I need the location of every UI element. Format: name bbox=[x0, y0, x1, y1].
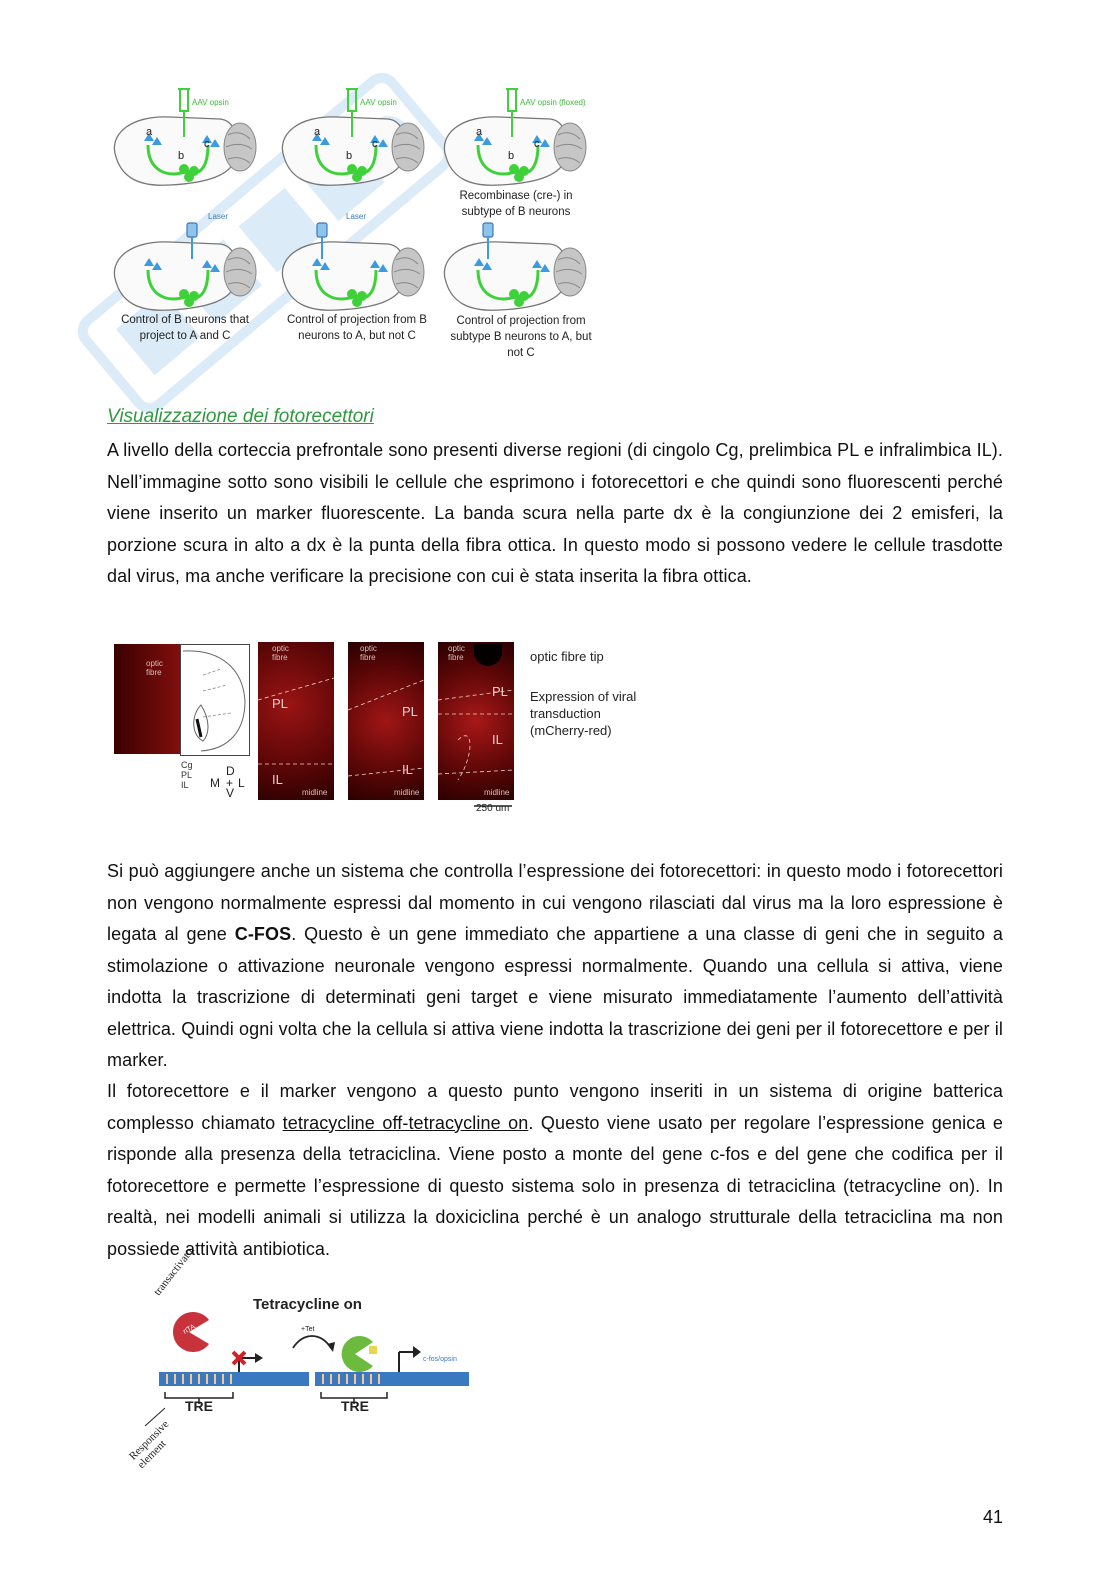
recombinase-caption: Recombinase (cre-) in subtype of B neurons bbox=[459, 190, 573, 218]
tetracycline-diagram bbox=[125, 1262, 485, 1482]
brain-diagram bbox=[444, 117, 586, 185]
rtta-active-icon bbox=[342, 1336, 377, 1372]
region-il: IL bbox=[492, 732, 503, 747]
midline-label: midline bbox=[302, 788, 328, 797]
brain-diagram bbox=[282, 242, 424, 310]
midline-label: midline bbox=[484, 788, 510, 797]
atlas-pl: PL bbox=[181, 770, 193, 780]
brain-diagram bbox=[114, 117, 256, 185]
brain-diagram bbox=[282, 117, 424, 185]
optic-fibre-label: optic fibre bbox=[146, 659, 163, 677]
rtta-label: rtTA bbox=[182, 1323, 197, 1336]
tre-left-label: TRE bbox=[185, 1398, 213, 1414]
paragraph-tetracycline bbox=[107, 1076, 1003, 1265]
compass-v: V bbox=[226, 786, 235, 800]
syringe-label: AAV opsin bbox=[360, 98, 397, 107]
tet-text-1: Il fotorecettore e il marker vengono a questo punto vengono inseriti in un sistema di origine batterica complesso chiamato bbox=[107, 1081, 1003, 1133]
region-label: a bbox=[314, 126, 321, 138]
compass-l: L bbox=[238, 776, 245, 790]
region-pl: PL bbox=[402, 704, 418, 719]
region-il: IL bbox=[272, 772, 283, 787]
region-label: a bbox=[146, 126, 153, 138]
midline-label: midline bbox=[394, 788, 420, 797]
compass-plus: + bbox=[226, 776, 234, 790]
transactivator-label: transactivato. bbox=[151, 1244, 198, 1298]
optic-fibre-label: optic fibre bbox=[360, 644, 377, 662]
paragraph-prefrontal: A livello della corteccia prefrontale sono presenti diverse regioni (di cingolo Cg, prelimbica PL e infralimbica IL). Nell’immagine sotto sono visibili le cellule che esprimono i fotorecettori e che quindi sono fluorescenti perché viene inserito un marker fluorescente. La banda scura nella parte dx è la congiunzione dei 2 emisferi, la porzione scura in alto a dx è la punta della fibra ottica. In questo modo si possono vedere le cellule trasdotte dal virus, ma anche verificare la precisione con cui è stata inserita la fibra ottica. bbox=[107, 440, 1003, 586]
paragraph-cfos bbox=[107, 856, 1003, 1077]
caption-1: Control of B neurons that project to A and C bbox=[121, 314, 249, 342]
compass-d: D bbox=[226, 764, 235, 778]
page-number: 41 bbox=[982, 1507, 1003, 1527]
region-label: b bbox=[178, 150, 185, 162]
region-label: c bbox=[372, 138, 378, 150]
region-label: c bbox=[204, 138, 210, 150]
tet-arrow-icon bbox=[293, 1336, 331, 1348]
dna-strand-left bbox=[159, 1372, 309, 1386]
cfos-text-1: Si può aggiungere anche un sistema che controlla l’espressione dei fotorecettori: in questo modo i fotorecettori non vengono normalmente espressi dal momento in cui vengono rilasciati dal virus ma la loro espressione è legata al gene bbox=[107, 861, 1003, 944]
compass-m: M bbox=[210, 776, 220, 790]
region-il: IL bbox=[402, 762, 413, 777]
region-label: b bbox=[346, 150, 353, 162]
tre-right-label: TRE bbox=[341, 1398, 369, 1414]
brain-diagram bbox=[444, 242, 586, 310]
scale-bar-label: 250 um bbox=[476, 803, 510, 814]
microscopy-figure bbox=[112, 640, 652, 820]
legend-expression: Expression of viral transduction (mCherry-red) bbox=[530, 689, 637, 738]
syringe-label: AAV opsin (floxed) bbox=[520, 98, 586, 107]
section-heading: Visualizzazione dei fotorecettori bbox=[107, 406, 374, 427]
region-pl: PL bbox=[272, 696, 288, 711]
gene-label: c-fos/opsin bbox=[423, 1356, 457, 1363]
cfos-text-2: . Questo è un gene immediato che appartiene a una classe di geni che in seguito a stimolazione o attivazione neuronale vengono espressi normalmente. Quando una cellula si attiva, viene indotta la trascrizione di determinati geni target e viene misurato immediatamente l’aumento dell’attività elettrica. Quindi ogni volta che la cellula si attiva viene indotta la trascrizione dei geni per il fotorecettore e per il marker. bbox=[107, 924, 1003, 1070]
region-pl: PL bbox=[492, 684, 508, 699]
tet-system-link[interactable]: tetracycline off-tetracycline on bbox=[282, 1112, 529, 1133]
brain-diagram bbox=[114, 242, 256, 310]
tetracycline-title: Tetracycline on bbox=[253, 1296, 362, 1313]
region-label: b bbox=[508, 150, 515, 162]
optic-fibre-label: optic fibre bbox=[448, 644, 465, 662]
tetracycline-figure bbox=[125, 1244, 485, 1482]
responsive-element-label: Responsive element bbox=[127, 1418, 172, 1471]
region-label: a bbox=[476, 126, 483, 138]
laser-label: Laser bbox=[208, 212, 229, 221]
legend-fibre-tip: optic fibre tip bbox=[530, 649, 604, 664]
caption-3: Control of projection from subtype B neurons to A, but not C bbox=[450, 315, 592, 359]
optogenetics-figure bbox=[100, 85, 600, 365]
tet-label: +Tet bbox=[301, 1326, 315, 1333]
optic-fibre-label: optic fibre bbox=[272, 644, 289, 662]
tet-text-2: . Questo viene usato per regolare l’espressione genica e risponde alla presenza della tetraciclina. Viene posto a monte del gene c-fos e del gene che codifica per il fotorecettore e permette l’espressione di questo sistema solo in presenza di tetraciclina (tetracycline on). In realtà, nei modelli animali si utilizza la doxiciclina perché è un analogo strutturale della tetraciclina ma non possiede attività antibiotica. bbox=[107, 1112, 1003, 1259]
atlas-cg: Cg bbox=[181, 760, 193, 770]
region-label: c bbox=[534, 138, 540, 150]
laser-label: Laser bbox=[346, 212, 367, 221]
cfos-bold: C-FOS bbox=[234, 924, 292, 944]
syringe-label: AAV opsin bbox=[192, 98, 229, 107]
caption-2: Control of projection from B neurons to A, but not C bbox=[287, 314, 427, 342]
atlas-il: IL bbox=[181, 780, 189, 790]
